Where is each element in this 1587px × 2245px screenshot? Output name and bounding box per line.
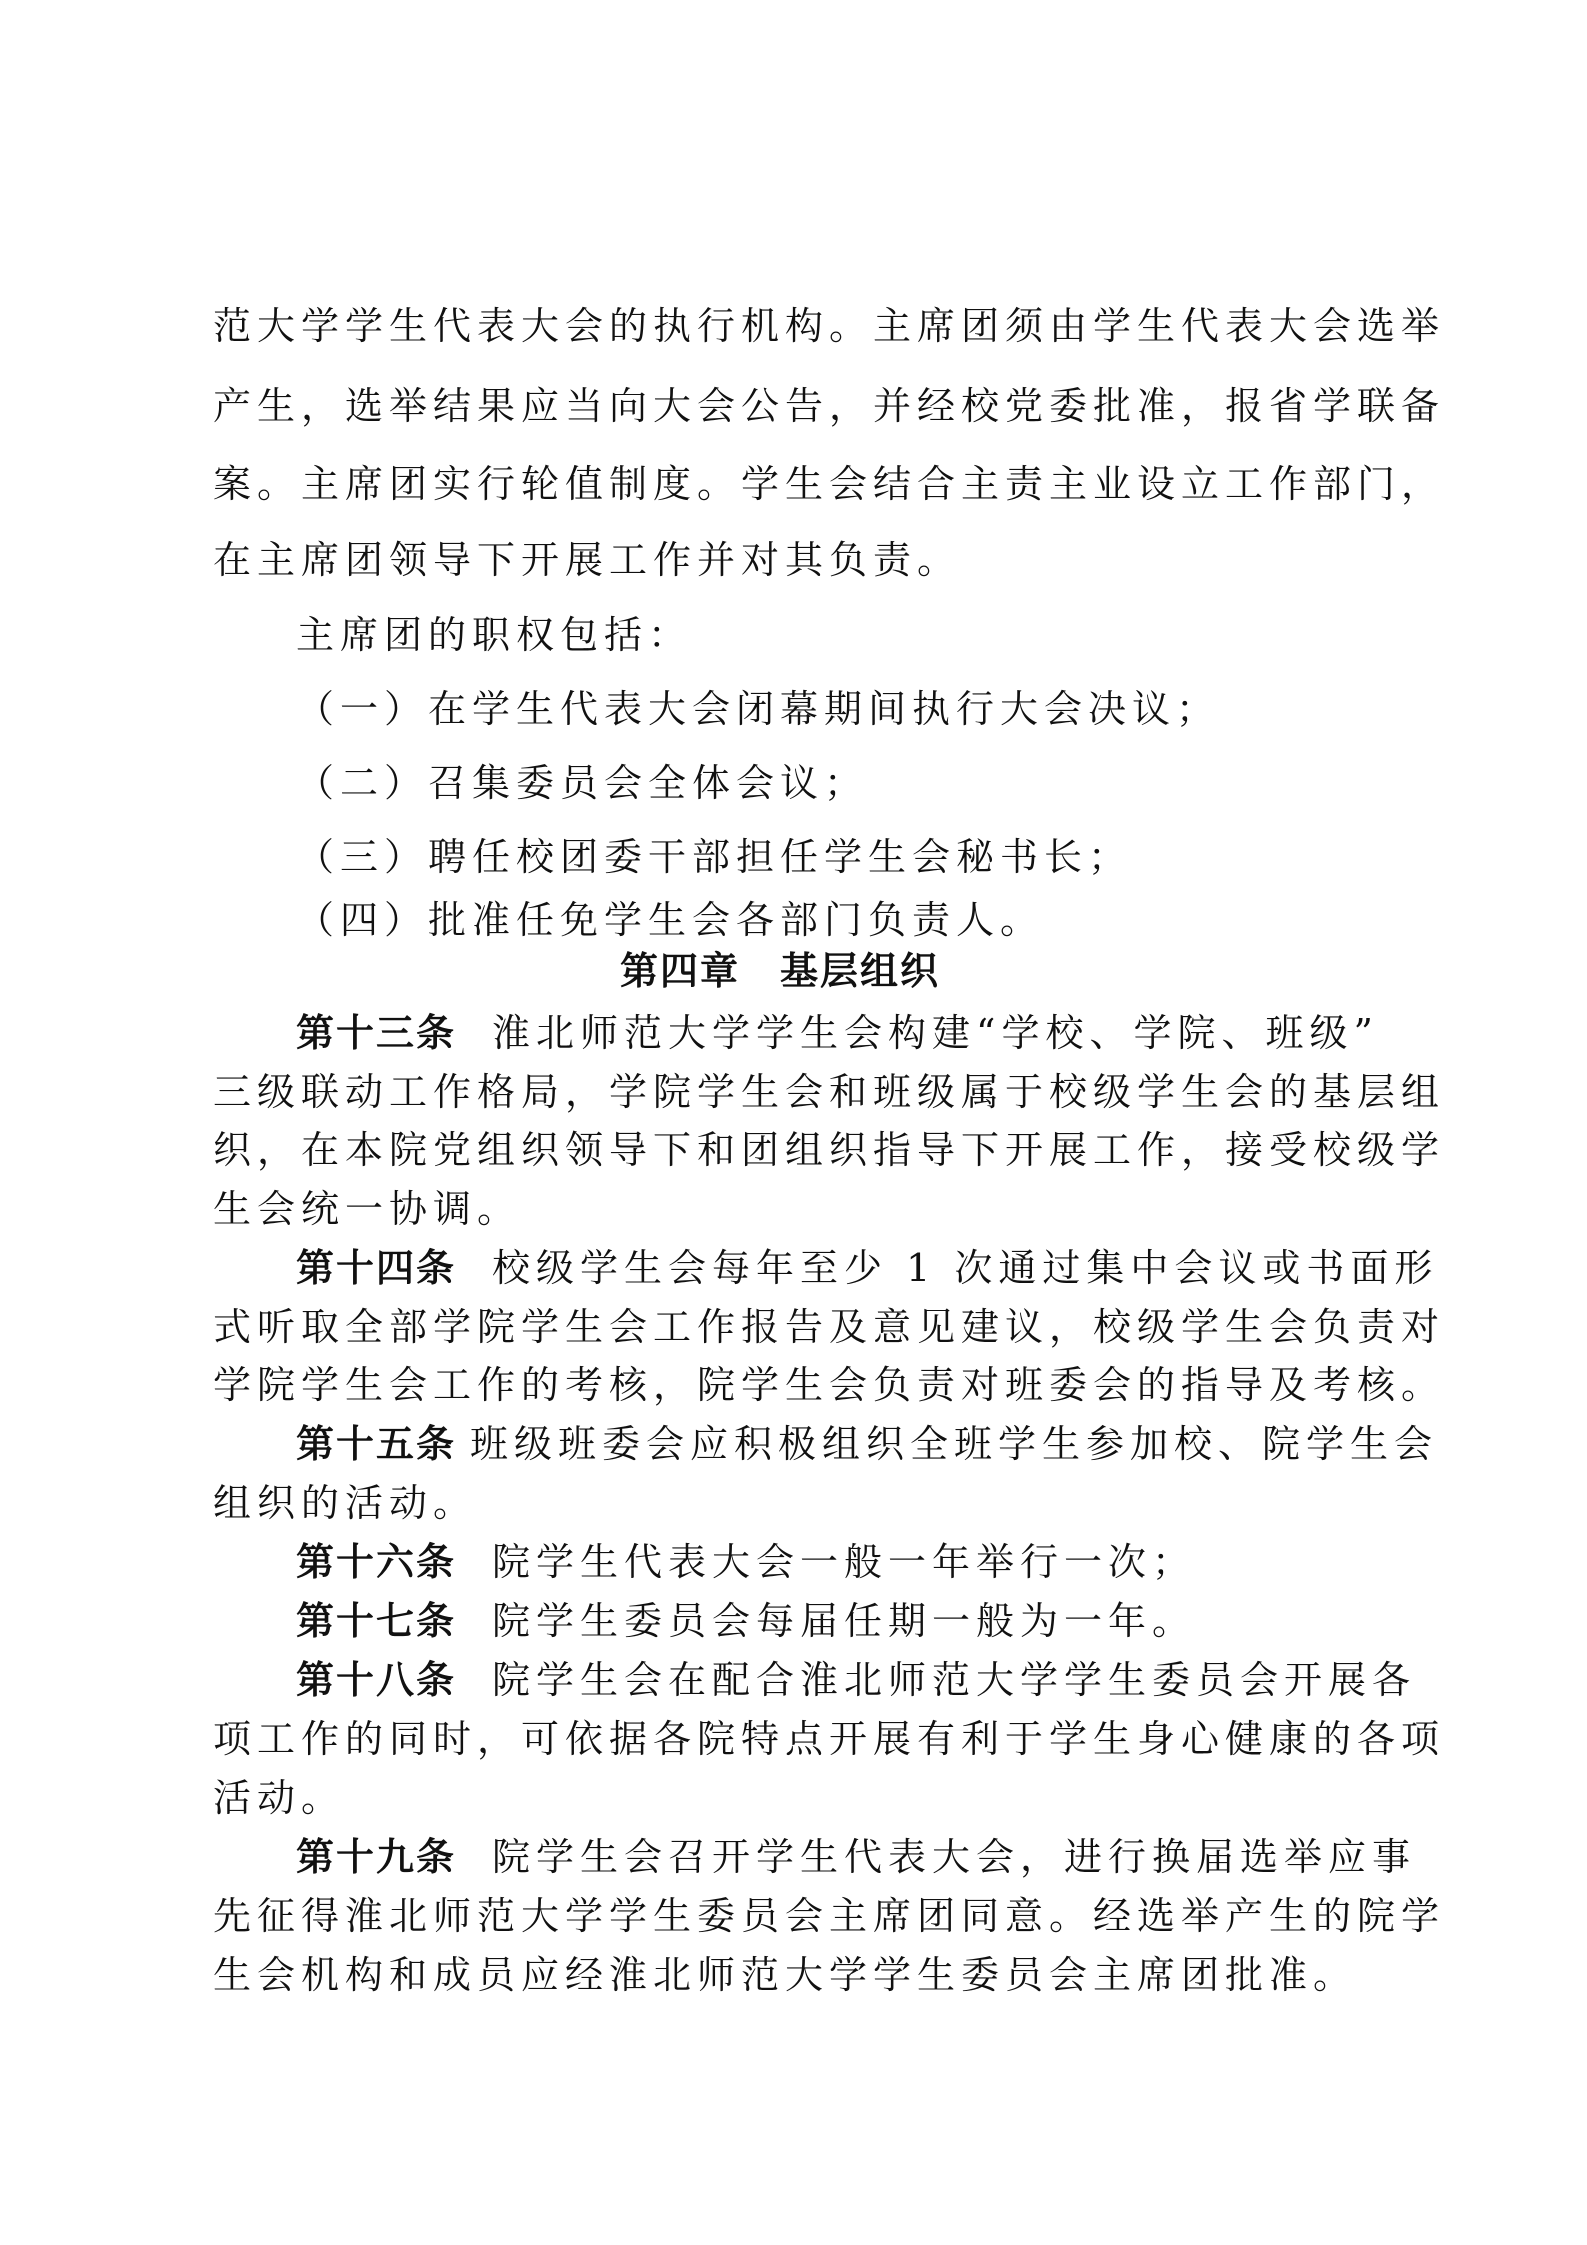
- article-line: 式听取全部学院学生会工作报告及意见建议，校级学生会负责对: [213, 1305, 1446, 1349]
- article-text: 校级学生会每年至少 1 次通过集中会议或书面形: [492, 1246, 1439, 1290]
- article-text: 院学生委员会每届任期一般为一年。: [492, 1599, 1197, 1643]
- article-line: 织，在本院党组织领导下和团组织指导下开展工作，接受校级学: [213, 1128, 1446, 1172]
- article-label: 第十六条: [296, 1540, 457, 1584]
- powers-item: （二）召集委员会全体会议；: [296, 761, 869, 805]
- article-first-line: [296, 1657, 1416, 1703]
- article-first-line: [296, 1598, 1196, 1644]
- paragraph-line: 案。主席团实行轮值制度。学生会结合主责主业设立工作部门，: [213, 462, 1446, 506]
- article-label: 第十四条: [296, 1246, 457, 1290]
- powers-intro: 主席团的职权包括：: [296, 613, 693, 657]
- article-label: 第十五条: [296, 1422, 457, 1466]
- article-line: 项工作的同时，可依据各院特点开展有利于学生身心健康的各项: [213, 1717, 1446, 1761]
- article-line: 组织的活动。: [213, 1481, 478, 1525]
- article-label: 第十八条: [296, 1658, 457, 1702]
- article-line: 生会统一协调。: [213, 1187, 522, 1231]
- article-line: 生会机构和成员应经淮北师范大学学生委员会主席团批准。: [213, 1953, 1358, 1997]
- article-first-line: [296, 1010, 1379, 1056]
- article-line: 活动。: [213, 1776, 346, 1820]
- powers-item: （四）批准任免学生会各部门负责人。: [296, 898, 1045, 942]
- article-label: 第十七条: [296, 1599, 457, 1643]
- article-line: 学院学生会工作的考核，院学生会负责对班委会的指导及考核。: [213, 1363, 1446, 1407]
- article-text: 淮北师范大学学生会构建“学校、学院、班级”: [492, 1011, 1379, 1055]
- paragraph-line: 范大学学生代表大会的执行机构。主席团须由学生代表大会选举: [213, 304, 1446, 348]
- paragraph-line: 产生，选举结果应当向大会公告，并经校党委批准，报省学联备: [213, 384, 1446, 428]
- article-first-line: [296, 1245, 1438, 1291]
- article-text: 班级班委会应积极组织全班学生参加校、院学生会: [470, 1422, 1439, 1466]
- article-label: 第十三条: [296, 1011, 457, 1055]
- powers-item: （三）聘任校团委干部担任学生会秘书长；: [296, 835, 1133, 879]
- article-text: 院学生代表大会一般一年举行一次；: [492, 1540, 1197, 1584]
- article-line: 先征得淮北师范大学学生委员会主席团同意。经选举产生的院学: [213, 1894, 1446, 1938]
- article-label: 第十九条: [296, 1835, 457, 1879]
- chapter-title: 第四章 基层组织: [620, 949, 941, 993]
- article-text: 院学生会在配合淮北师范大学学生委员会开展各: [492, 1658, 1417, 1702]
- article-text: 院学生会召开学生代表大会，进行换届选举应事: [492, 1835, 1417, 1879]
- article-line: 三级联动工作格局，学院学生会和班级属于校级学生会的基层组: [213, 1070, 1446, 1114]
- article-first-line: [296, 1421, 1438, 1467]
- article-first-line: [296, 1539, 1196, 1585]
- paragraph-line: 在主席团领导下开展工作并对其负责。: [213, 538, 962, 582]
- article-first-line: [296, 1834, 1416, 1880]
- powers-item: （一）在学生代表大会闭幕期间执行大会决议；: [296, 687, 1221, 731]
